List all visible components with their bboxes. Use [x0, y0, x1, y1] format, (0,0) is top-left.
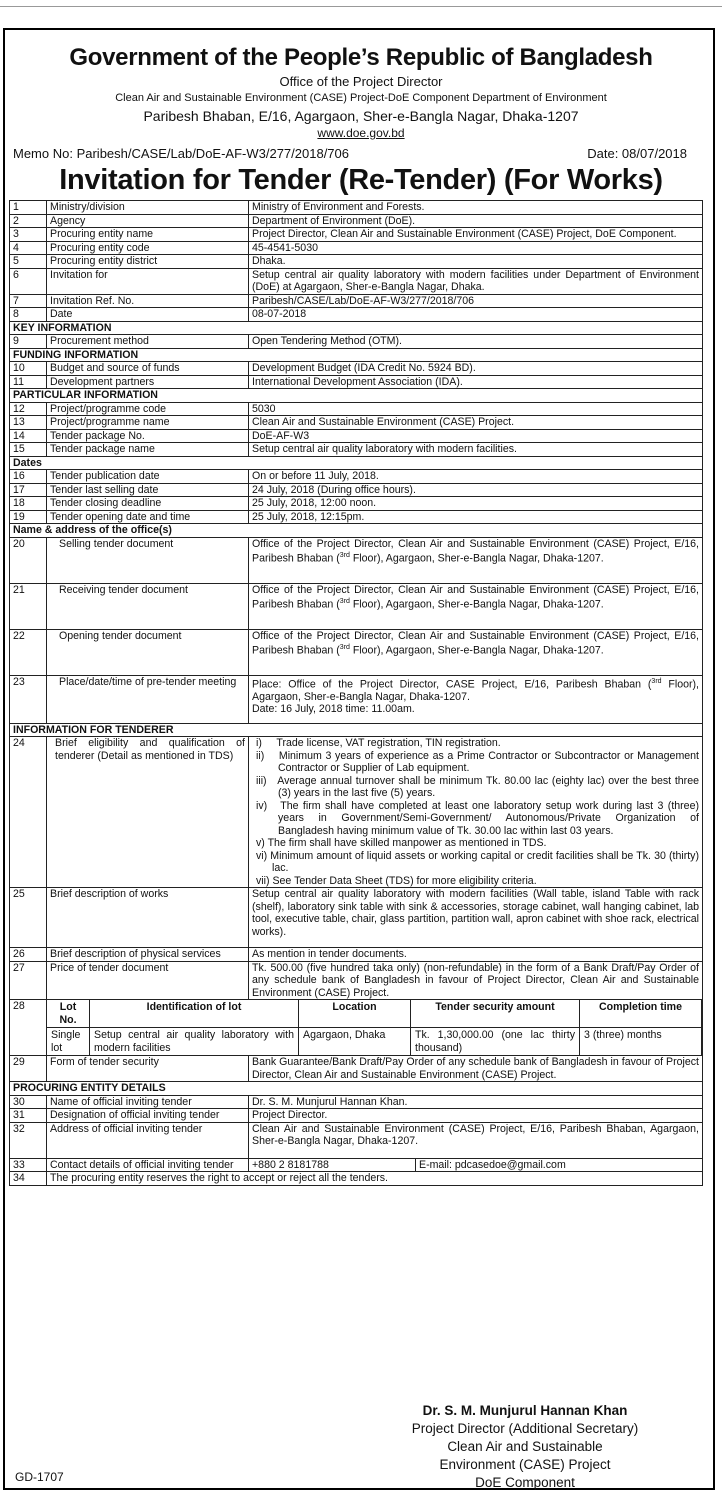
row-label: Selling tender document — [47, 537, 249, 583]
row-value: Office of the Project Director, Clean Air and Sustainable Environment (CASE) Project, E/16, Paribesh Bhaban ($^{3rd}$ Floor), Agargaon, Sher-e-Bangla Nagar, Dhaka-1207. — [249, 583, 703, 629]
row-number: 2 — [10, 214, 47, 228]
row-label: Project/programme name — [47, 416, 249, 430]
section-procuring-entity: PROCURING ENTITY DETAILS — [10, 1082, 703, 1096]
list-item: vii) See Tender Data Sheet (TDS) for more eligibility criteria. — [256, 874, 537, 887]
row-value: International Development Association (IDA). — [249, 375, 703, 389]
section-header — [10, 723, 703, 737]
table-row — [10, 510, 703, 524]
row-label: Address of official inviting tender — [47, 1122, 249, 1158]
row-label: Procuring entity name — [47, 228, 249, 242]
row-value: Setup central air quality laboratory with modern facilities. — [249, 443, 703, 457]
top-rule — [0, 6, 722, 7]
row-value: As mention in tender documents. — [249, 948, 703, 962]
table-row — [10, 1122, 703, 1158]
row-number: 28 — [10, 1000, 47, 1056]
table-row — [10, 201, 703, 215]
row-label: Ministry/division — [47, 201, 249, 215]
project-name: Clean Air and Sustainable Environment (CASE) Project-DoE Component Department of Environment — [115, 92, 607, 104]
lot-header: Lot No. — [47, 1000, 90, 1028]
lot-header: Completion time — [580, 1000, 702, 1028]
table-row — [10, 335, 703, 349]
row-number: 9 — [10, 335, 47, 349]
row-value: Development Budget (IDA Credit No. 5924 BD). — [249, 362, 703, 376]
memo-line — [13, 146, 705, 161]
row-number: 33 — [10, 1158, 47, 1172]
section-header — [10, 389, 703, 403]
table-row — [10, 629, 703, 675]
memo-number: Memo No: Paribesh/CASE/Lab/DoE-AF-W3/277/2018/706 — [13, 146, 350, 161]
table-row — [10, 483, 703, 497]
row-value: Paribesh/CASE/Lab/DoE-AF-W3/277/2018/706 — [249, 294, 703, 308]
table-row — [10, 948, 703, 962]
row-value: The procuring entity reserves the right to accept or reject all the tenders. — [47, 1172, 703, 1186]
lot-header: Location — [299, 1000, 411, 1028]
row-number: 13 — [10, 416, 47, 430]
row-label: Tender last selling date — [47, 483, 249, 497]
row-value: 08-07-2018 — [249, 308, 703, 322]
signatory-line: Clean Air and Sustainable — [447, 1439, 603, 1454]
row-number: 31 — [10, 1109, 47, 1123]
row-number: 15 — [10, 443, 47, 457]
row-label: Form of tender security — [47, 1056, 249, 1082]
row-number: 19 — [10, 510, 47, 524]
row-value: On or before 11 July, 2018. — [249, 470, 703, 484]
row-value: 24 July, 2018 (During office hours). — [249, 483, 703, 497]
lot-cell-value: Single lot — [47, 1028, 90, 1056]
row-number: 29 — [10, 1056, 47, 1082]
row-number: 3 — [10, 228, 47, 242]
row-value: Office of the Project Director, Clean Air and Sustainable Environment (CASE) Project, E/16, Paribesh Bhaban ($^{3rd}$ Floor), Agargaon, Sher-e-Bangla Nagar, Dhaka-1207. — [249, 537, 703, 583]
row-label: Brief eligibility and qualification of tenderer (Detail as mentioned in TDS) — [47, 737, 249, 888]
lot-cell-value: Setup central air quality laboratory with modern facilities — [90, 1028, 299, 1056]
row-number: 34 — [10, 1172, 47, 1186]
row-label: Tender package No. — [47, 429, 249, 443]
row-label: Brief description of physical services — [47, 948, 249, 962]
row-value: Setup central air quality laboratory with modern facilities under Department of Environment (DoE) at Agargaon, Sher-e-Bangla Nagar, Dhaka. — [249, 268, 703, 294]
table-row — [10, 1158, 703, 1172]
table-row — [10, 497, 703, 511]
row-number: 14 — [10, 429, 47, 443]
notice-title: Invitation for Tender (Re-Tender) (For Works) — [59, 164, 663, 196]
row-value: Tk. 500.00 (five hundred taka only) (non-refundable) in the form of a Bank Draft/Pay Order of any schedule bank of Bangladesh in favour of Project Director, Clean Air and Sustainable Environment (CASE) Project. — [249, 961, 703, 1000]
row-number: 17 — [10, 483, 47, 497]
government-title: Government of the People’s Republic of Bangladesh — [69, 44, 653, 71]
table-row — [10, 308, 703, 322]
row-label: Opening tender document — [47, 629, 249, 675]
row-label: Tender publication date — [47, 470, 249, 484]
table-row — [10, 268, 703, 294]
row-label: Brief description of works — [47, 888, 249, 948]
row-label: Name of official inviting tender — [47, 1095, 249, 1109]
section-dates: Dates — [10, 456, 703, 470]
row-number: 12 — [10, 402, 47, 416]
row-value: Setup central air quality laboratory with modern facilities (Wall table, island Table with rack (shelf), laboratory sink table with sink & accessories, storage cabinet, wall hanging cabinet, lab tool, executive table, chair, glass partition, partition wall, apron cabinet with shoe rack, electrical works). — [249, 888, 703, 948]
lot-cell-value: Tk. 1,30,000.00 (one lac thirty thousand) — [411, 1028, 580, 1056]
row-label: Tender package name — [47, 443, 249, 457]
row-number: 18 — [10, 497, 47, 511]
gd-code: GD-1707 — [15, 1470, 64, 1484]
lot-header: Tender security amount — [411, 1000, 580, 1028]
table-row — [10, 362, 703, 376]
table-row — [10, 1056, 703, 1082]
table-row — [10, 375, 703, 389]
office-name: Office of the Project Director — [279, 74, 443, 89]
row-label: Project/programme code — [47, 402, 249, 416]
eligibility-list — [249, 737, 703, 888]
memo-date: Date: 08/07/2018 — [587, 146, 687, 161]
row-number: 26 — [10, 948, 47, 962]
row-number: 32 — [10, 1122, 47, 1158]
row-number: 24 — [10, 737, 47, 888]
section-header — [10, 456, 703, 470]
tender-notice — [3, 28, 715, 1490]
row-label: Date — [47, 308, 249, 322]
row-value: 25 July, 2018, 12:00 noon. — [249, 497, 703, 511]
row-number: 5 — [10, 255, 47, 269]
section-particular-information: PARTICULAR INFORMATION — [10, 389, 703, 403]
table-row — [10, 961, 703, 1000]
row-label: Receiving tender document — [47, 583, 249, 629]
table-row — [10, 228, 703, 242]
lot-cell — [47, 1000, 703, 1056]
email-address[interactable]: E-mail: pdcasedoe@gmail.com — [419, 1158, 566, 1171]
list-item: ii) Minimum 3 years of experience as a Prime Contractor or Subcontractor or Management Contractor or Supplier of Lab equipment. — [256, 749, 699, 774]
row-value: 25 July, 2018, 12:15pm. — [249, 510, 703, 524]
section-key-information: KEY INFORMATION — [10, 321, 703, 335]
section-tenderer: INFORMATION FOR TENDERER — [10, 723, 703, 737]
table-row — [10, 429, 703, 443]
row-number: 21 — [10, 583, 47, 629]
row-number: 6 — [10, 268, 47, 294]
table-row — [10, 675, 703, 723]
table-row — [10, 470, 703, 484]
row-value: DoE-AF-W3 — [249, 429, 703, 443]
table-row — [10, 214, 703, 228]
section-header — [10, 524, 703, 538]
row-label: Invitation for — [47, 268, 249, 294]
table-row — [10, 416, 703, 430]
row-value: Dr. S. M. Munjurul Hannan Khan. — [249, 1095, 703, 1109]
table-row — [10, 241, 703, 255]
row-number: 11 — [10, 375, 47, 389]
office-address: Paribesh Bhaban, E/16, Agargaon, Sher-e-Bangla Nagar, Dhaka-1207 — [143, 108, 579, 124]
row-label: Procuring entity code — [47, 241, 249, 255]
row-label: Agency — [47, 214, 249, 228]
row-number: 16 — [10, 470, 47, 484]
list-item: vi) Minimum amount of liquid assets or working capital or credit facilities shall be Tk. 30 (thirty) lac. — [256, 849, 699, 874]
section-offices: Name & address of the office(s) — [10, 524, 703, 538]
row-value: Project Director. — [249, 1109, 703, 1123]
list-item: iv) The firm shall have completed at least one laboratory setup work during last 3 (three) years in Government/Semi-Government/ Autonomous/Private Organization of Bangladesh having minimum value of Tk. 30.00 lac within last 03 years. — [256, 799, 699, 837]
table-row — [10, 1109, 703, 1123]
signatory-line: DoE Component — [475, 1475, 575, 1490]
row-number: 10 — [10, 362, 47, 376]
row-number: 20 — [10, 537, 47, 583]
row-value: Project Director, Clean Air and Sustainable Environment (CASE) Project, DoE Component. — [249, 228, 703, 242]
row-label: Price of tender document — [47, 961, 249, 1000]
row-value: Clean Air and Sustainable Environment (CASE) Project, E/16, Paribesh Bhaban, Agargaon, Sher-e-Bangla Nagar, Dhaka-1207. — [249, 1122, 703, 1158]
row-label: Procurement method — [47, 335, 249, 349]
row-value: Department of Environment (DoE). — [249, 214, 703, 228]
section-funding-information: FUNDING INFORMATION — [10, 348, 703, 362]
row-label: Place/date/time of pre-tender meeting — [47, 675, 249, 723]
phone-number: +880 2 8181788 — [249, 1159, 416, 1172]
signatory-line: Environment (CASE) Project — [439, 1457, 611, 1472]
row-value: Dhaka. — [249, 255, 703, 269]
section-header — [10, 1082, 703, 1096]
table-row — [10, 583, 703, 629]
table-row — [10, 255, 703, 269]
row-number: 7 — [10, 294, 47, 308]
table-row — [10, 1000, 703, 1056]
row-label: Tender closing deadline — [47, 497, 249, 511]
table-row — [10, 443, 703, 457]
row-number: 30 — [10, 1095, 47, 1109]
row-value: Bank Guarantee/Bank Draft/Pay Order of any schedule bank of Bangladesh in favour of Project Director, Clean Air and Sustainable Environment (CASE) Project. — [249, 1056, 703, 1082]
row-number: 25 — [10, 888, 47, 948]
table-row — [10, 537, 703, 583]
row-value: Place: Office of the Project Director, CASE Project, E/16, Paribesh Bhaban ($^{3rd}$ Floor), Agargaon, Sher-e-Bangla Nagar, Dhaka-1207. Date: 16 July, 2018 time: 11.00am. — [249, 675, 703, 723]
section-header — [10, 348, 703, 362]
list-item: i) Trade license, VAT registration, TIN registration. — [256, 737, 501, 749]
signatory-line: Project Director (Additional Secretary) — [411, 1421, 639, 1436]
list-item: iii) Average annual turnover shall be minimum Tk. 80.00 lac (eighty lac) over the best three (3) years in the last five (5) years. — [256, 774, 699, 799]
row-number: 27 — [10, 961, 47, 1000]
tender-table — [9, 200, 703, 1186]
table-row — [10, 402, 703, 416]
lot-table — [47, 1000, 702, 1055]
section-header — [10, 321, 703, 335]
row-value: Ministry of Environment and Forests. — [249, 201, 703, 215]
row-number: 23 — [10, 675, 47, 723]
row-value: 45-4541-5030 — [249, 241, 703, 255]
row-label: Contact details of official inviting tender — [47, 1158, 249, 1172]
row-label: Development partners — [47, 375, 249, 389]
row-label: Procuring entity district — [47, 255, 249, 269]
row-number: 1 — [10, 201, 47, 215]
lot-header: Identification of lot — [90, 1000, 299, 1028]
row-number: 8 — [10, 308, 47, 322]
lot-cell-value: Agargaon, Dhaka — [299, 1028, 411, 1056]
row-label: Designation of official inviting tender — [47, 1109, 249, 1123]
signatory-name: Dr. S. M. Munjurul Hannan Khan — [422, 1403, 628, 1418]
table-row — [10, 888, 703, 948]
row-label: Invitation Ref. No. — [47, 294, 249, 308]
list-item: v) The firm shall have skilled manpower as mentioned in TDS. — [256, 837, 547, 849]
lot-cell-value: 3 (three) months — [580, 1028, 702, 1056]
row-label: Tender opening date and time — [47, 510, 249, 524]
signature-block — [375, 1402, 675, 1492]
website-link[interactable]: www.doe.gov.bd — [317, 126, 405, 140]
row-number: 22 — [10, 629, 47, 675]
table-row — [10, 294, 703, 308]
row-value: Open Tendering Method (OTM). — [249, 335, 703, 349]
table-row — [10, 1172, 703, 1186]
table-row — [10, 737, 703, 888]
row-number: 4 — [10, 241, 47, 255]
row-value: Clean Air and Sustainable Environment (CASE) Project. — [249, 416, 703, 430]
table-row — [10, 1095, 703, 1109]
row-value: Office of the Project Director, Clean Air and Sustainable Environment (CASE) Project, E/16, Paribesh Bhaban ($^{3rd}$ Floor), Agargaon, Sher-e-Bangla Nagar, Dhaka-1207. — [249, 629, 703, 675]
row-value: 5030 — [249, 402, 703, 416]
contact-details — [249, 1158, 703, 1172]
row-label: Budget and source of funds — [47, 362, 249, 376]
